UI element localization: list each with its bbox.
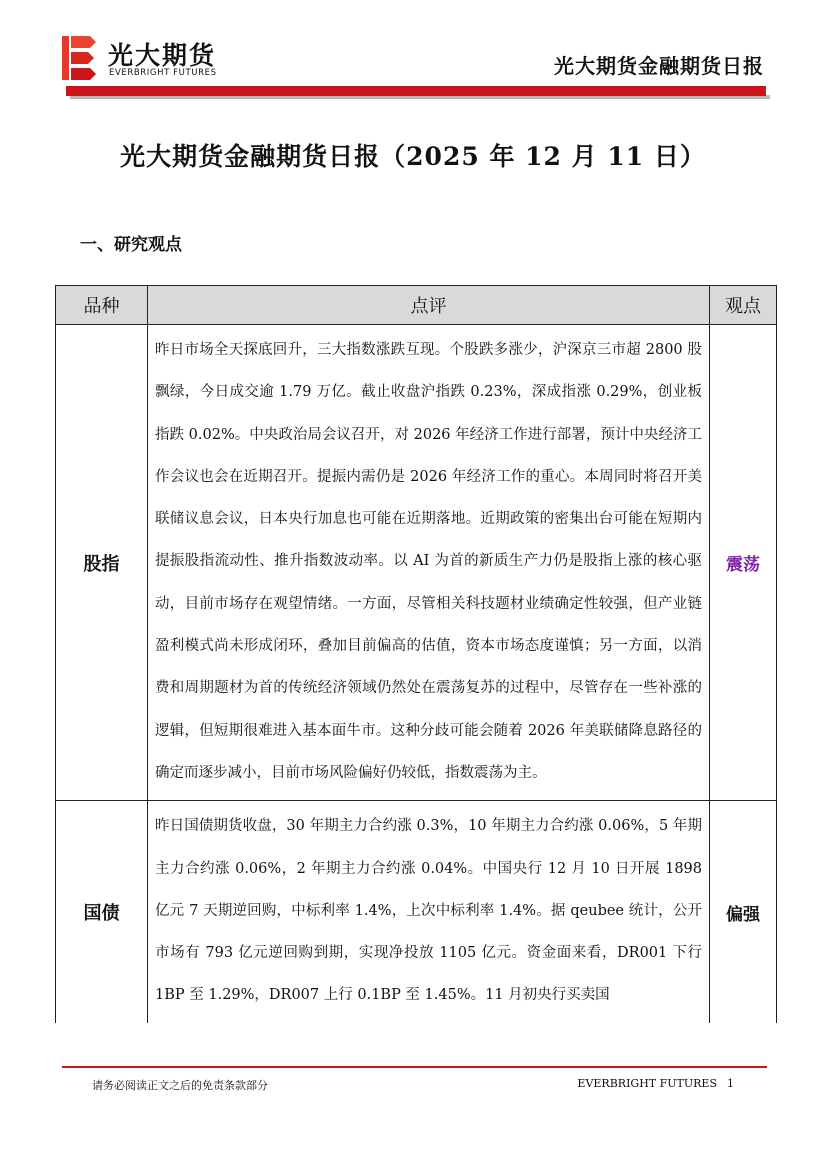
footer-rule [62, 1066, 767, 1068]
table-row-treasury-bond [56, 801, 777, 1023]
logo-chinese-name: 光大期货 [108, 41, 217, 70]
variety-cell: 股指 [56, 325, 148, 801]
company-logo [62, 36, 272, 82]
header-rule [66, 86, 766, 96]
logo-english-name: EVERBRIGHT FUTURES [109, 68, 217, 78]
view-cell: 偏强 [710, 801, 777, 1023]
everbright-logo-icon [62, 36, 96, 80]
footer-company: EVERBRIGHT FUTURES [577, 1077, 717, 1090]
column-header-variety: 品种 [56, 286, 148, 325]
page-number: 1 [727, 1077, 734, 1090]
footer-disclaimer: 请务必阅读正文之后的免责条款部分 [92, 1079, 268, 1092]
column-header-comment: 点评 [148, 286, 710, 325]
header-report-title: 光大期货金融期货日报 [554, 54, 764, 78]
comment-cell: 昨日国债期货收盘，30 年期主力合约涨 0.3%，10 年期主力合约涨 0.06%，5 年期主力合约涨 0.06%，2 年期主力合约涨 0.04%。中国央行 12 月 10 日开展 1898 亿元 7 天期逆回购，中标利率 1.4%，上次中标利率 1.4%。据 qeubee 统计，公开市场有 793 亿元逆回购到期，实现净投放 1105 亿元。资金面来看，DR001 下行 1BP 至 1.29%，DR007 上行 0.1BP 至 1.45%。11 月初央行买卖国 [148, 801, 710, 1023]
view-cell: 震荡 [710, 325, 777, 801]
comment-cell: 昨日市场全天探底回升，三大指数涨跌互现。个股跌多涨少，沪深京三市超 2800 股飘绿，今日成交逾 1.79 万亿。截止收盘沪指跌 0.23%，深成指涨 0.29%，创业板指跌 0.02%。中央政治局会议召开，对 2026 年经济工作进行部署，预计中央经济工作会议也会在近期召开。提振内需仍是 2026 年经济工作的重心。本周同时将召开美联储议息会议，日本央行加息也可能在近期落地。近期政策的密集出台可能在短期内提振股指流动性、推升指数波动率。以 AI 为首的新质生产力仍是股指上涨的核心驱动，目前市场存在观望情绪。一方面，尽管相关科技题材业绩确定性较强，但产业链盈利模式尚未形成闭环，叠加目前偏高的估值，资本市场态度谨慎；另一方面，以消费和周期题材为首的传统经济领域仍然处在震荡复苏的过程中，尽管存在一些补涨的逻辑，但短期很难进入基本面牛市。这种分歧可能会随着 2026 年美联储降息路径的确定而逐步减小，目前市场风险偏好仍较低，指数震荡为主。 [148, 325, 710, 801]
footer-company-page [567, 1077, 734, 1090]
document-title: 光大期货金融期货日报（2025 年 12 月 11 日） [120, 142, 706, 171]
research-views-table [55, 285, 777, 1023]
section-heading: 一、研究观点 [80, 235, 182, 255]
table-row-stock-index [56, 325, 777, 801]
table-header-row [56, 286, 777, 325]
variety-cell: 国债 [56, 801, 148, 1023]
column-header-view: 观点 [710, 286, 777, 325]
